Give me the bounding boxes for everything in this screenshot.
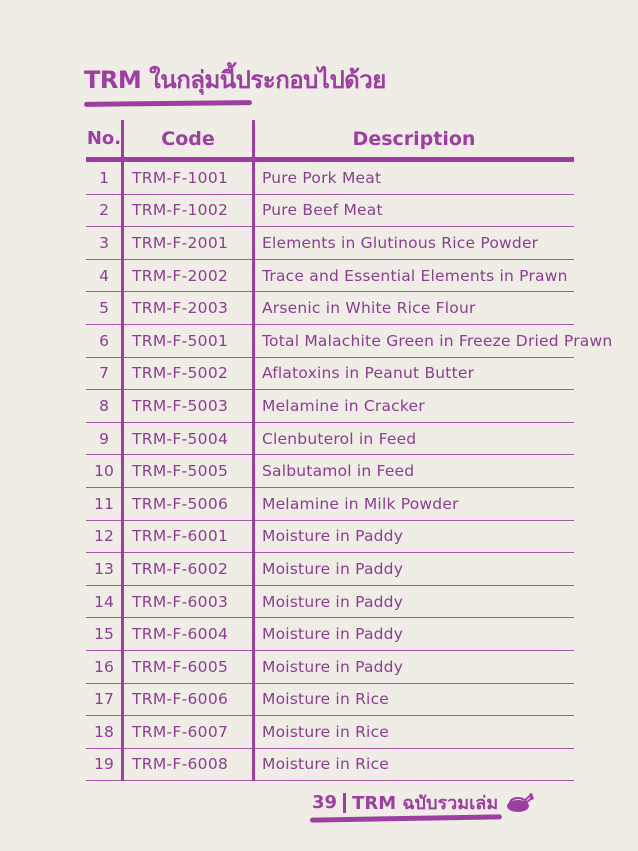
row-code: TRM-F-1002: [132, 201, 229, 220]
page-number: 39: [312, 792, 338, 813]
row-number: 17: [94, 690, 114, 709]
row-description: Melamine in Cracker: [262, 396, 425, 415]
table-row: [86, 716, 574, 749]
row-description: Trace and Essential Elements in Prawn: [262, 266, 568, 285]
row-description: Elements in Glutinous Rice Powder: [262, 233, 539, 252]
row-number: 12: [94, 527, 114, 546]
row-number: 2: [99, 201, 109, 220]
row-description: Moisture in Rice: [262, 690, 390, 709]
table-row: [86, 227, 574, 260]
row-description: Moisture in Paddy: [262, 559, 404, 578]
row-description: Moisture in Paddy: [262, 592, 404, 611]
footer: [312, 788, 534, 817]
row-number: 5: [99, 299, 109, 318]
header-code: Code: [161, 127, 215, 150]
column-divider: [121, 120, 124, 781]
row-description: Clenbuterol in Feed: [262, 429, 417, 448]
row-description: Aflatoxins in Peanut Butter: [262, 364, 475, 383]
row-code: TRM-F-6001: [132, 527, 229, 546]
row-description: Pure Beef Meat: [262, 201, 383, 220]
table-row: [86, 618, 574, 651]
header-no: No.: [86, 128, 122, 149]
row-description: Pure Pork Meat: [262, 168, 382, 187]
row-number: 4: [99, 266, 109, 285]
row-code: TRM-F-6003: [132, 592, 229, 611]
row-code: TRM-F-2003: [132, 299, 229, 318]
row-code: TRM-F-6007: [132, 722, 229, 741]
row-description: Moisture in Rice: [262, 722, 390, 741]
row-number: 14: [94, 592, 114, 611]
row-description: Moisture in Paddy: [262, 625, 404, 644]
table-row: [86, 358, 574, 391]
row-description: Melamine in Milk Powder: [262, 494, 459, 513]
row-code: TRM-F-6004: [132, 625, 229, 644]
row-code: TRM-F-6002: [132, 559, 229, 578]
row-number: 3: [99, 233, 109, 252]
table-row: [86, 423, 574, 456]
row-number: 8: [99, 396, 109, 415]
row-description: Salbutamol in Feed: [262, 462, 415, 481]
row-code: TRM-F-5005: [132, 462, 229, 481]
row-code: TRM-F-1001: [132, 168, 229, 187]
row-description: Total Malachite Green in Freeze Dried Prawn: [262, 331, 613, 350]
row-number: 16: [94, 657, 114, 676]
table-header: [86, 120, 574, 162]
table-row: [86, 586, 574, 619]
roast-chicken-icon: [504, 792, 534, 814]
row-code: TRM-F-6008: [132, 755, 229, 774]
column-divider: [252, 120, 255, 781]
row-code: TRM-F-2002: [132, 266, 229, 285]
row-number: 7: [99, 364, 109, 383]
row-number: 9: [99, 429, 109, 448]
row-code: TRM-F-5006: [132, 494, 229, 513]
table-row: [86, 521, 574, 554]
row-code: TRM-F-6006: [132, 690, 229, 709]
table-row: [86, 195, 574, 228]
row-number: 13: [94, 559, 114, 578]
header-description: Description: [352, 127, 476, 150]
row-number: 6: [99, 331, 109, 350]
row-description: Moisture in Paddy: [262, 657, 404, 676]
row-description: Arsenic in White Rice Flour: [262, 299, 476, 318]
row-description: Moisture in Paddy: [262, 527, 404, 546]
table-row: [86, 553, 574, 586]
table-body: [86, 162, 613, 781]
book-title: TRM ฉบับรวมเล่ม: [352, 793, 499, 814]
row-number: 18: [94, 722, 114, 741]
row-number: 1: [99, 168, 109, 187]
table-row: [86, 455, 574, 488]
row-code: TRM-F-6005: [132, 657, 229, 676]
table-row: [86, 325, 613, 358]
row-number: 10: [94, 462, 114, 481]
table-row: [86, 684, 574, 717]
footer-separator: [343, 793, 346, 813]
row-number: 11: [94, 494, 114, 513]
title-underline: [84, 100, 252, 107]
row-code: TRM-F-5003: [132, 396, 229, 415]
row-code: TRM-F-5001: [132, 331, 229, 350]
table-row: [86, 292, 574, 325]
table-row: [86, 651, 574, 684]
table-row: [86, 749, 574, 782]
row-code: TRM-F-5004: [132, 429, 229, 448]
table-row: [86, 162, 574, 195]
row-code: TRM-F-5002: [132, 364, 229, 383]
row-description: Moisture in Rice: [262, 755, 390, 774]
trm-table: [86, 120, 613, 781]
table-row: [86, 260, 574, 293]
table-row: [86, 390, 574, 423]
row-number: 15: [94, 625, 114, 644]
table-row: [86, 488, 574, 521]
row-code: TRM-F-2001: [132, 233, 229, 252]
row-number: 19: [94, 755, 114, 774]
page-title: TRM ในกลุ่มนี้ประกอบไปด้วย: [84, 66, 386, 94]
